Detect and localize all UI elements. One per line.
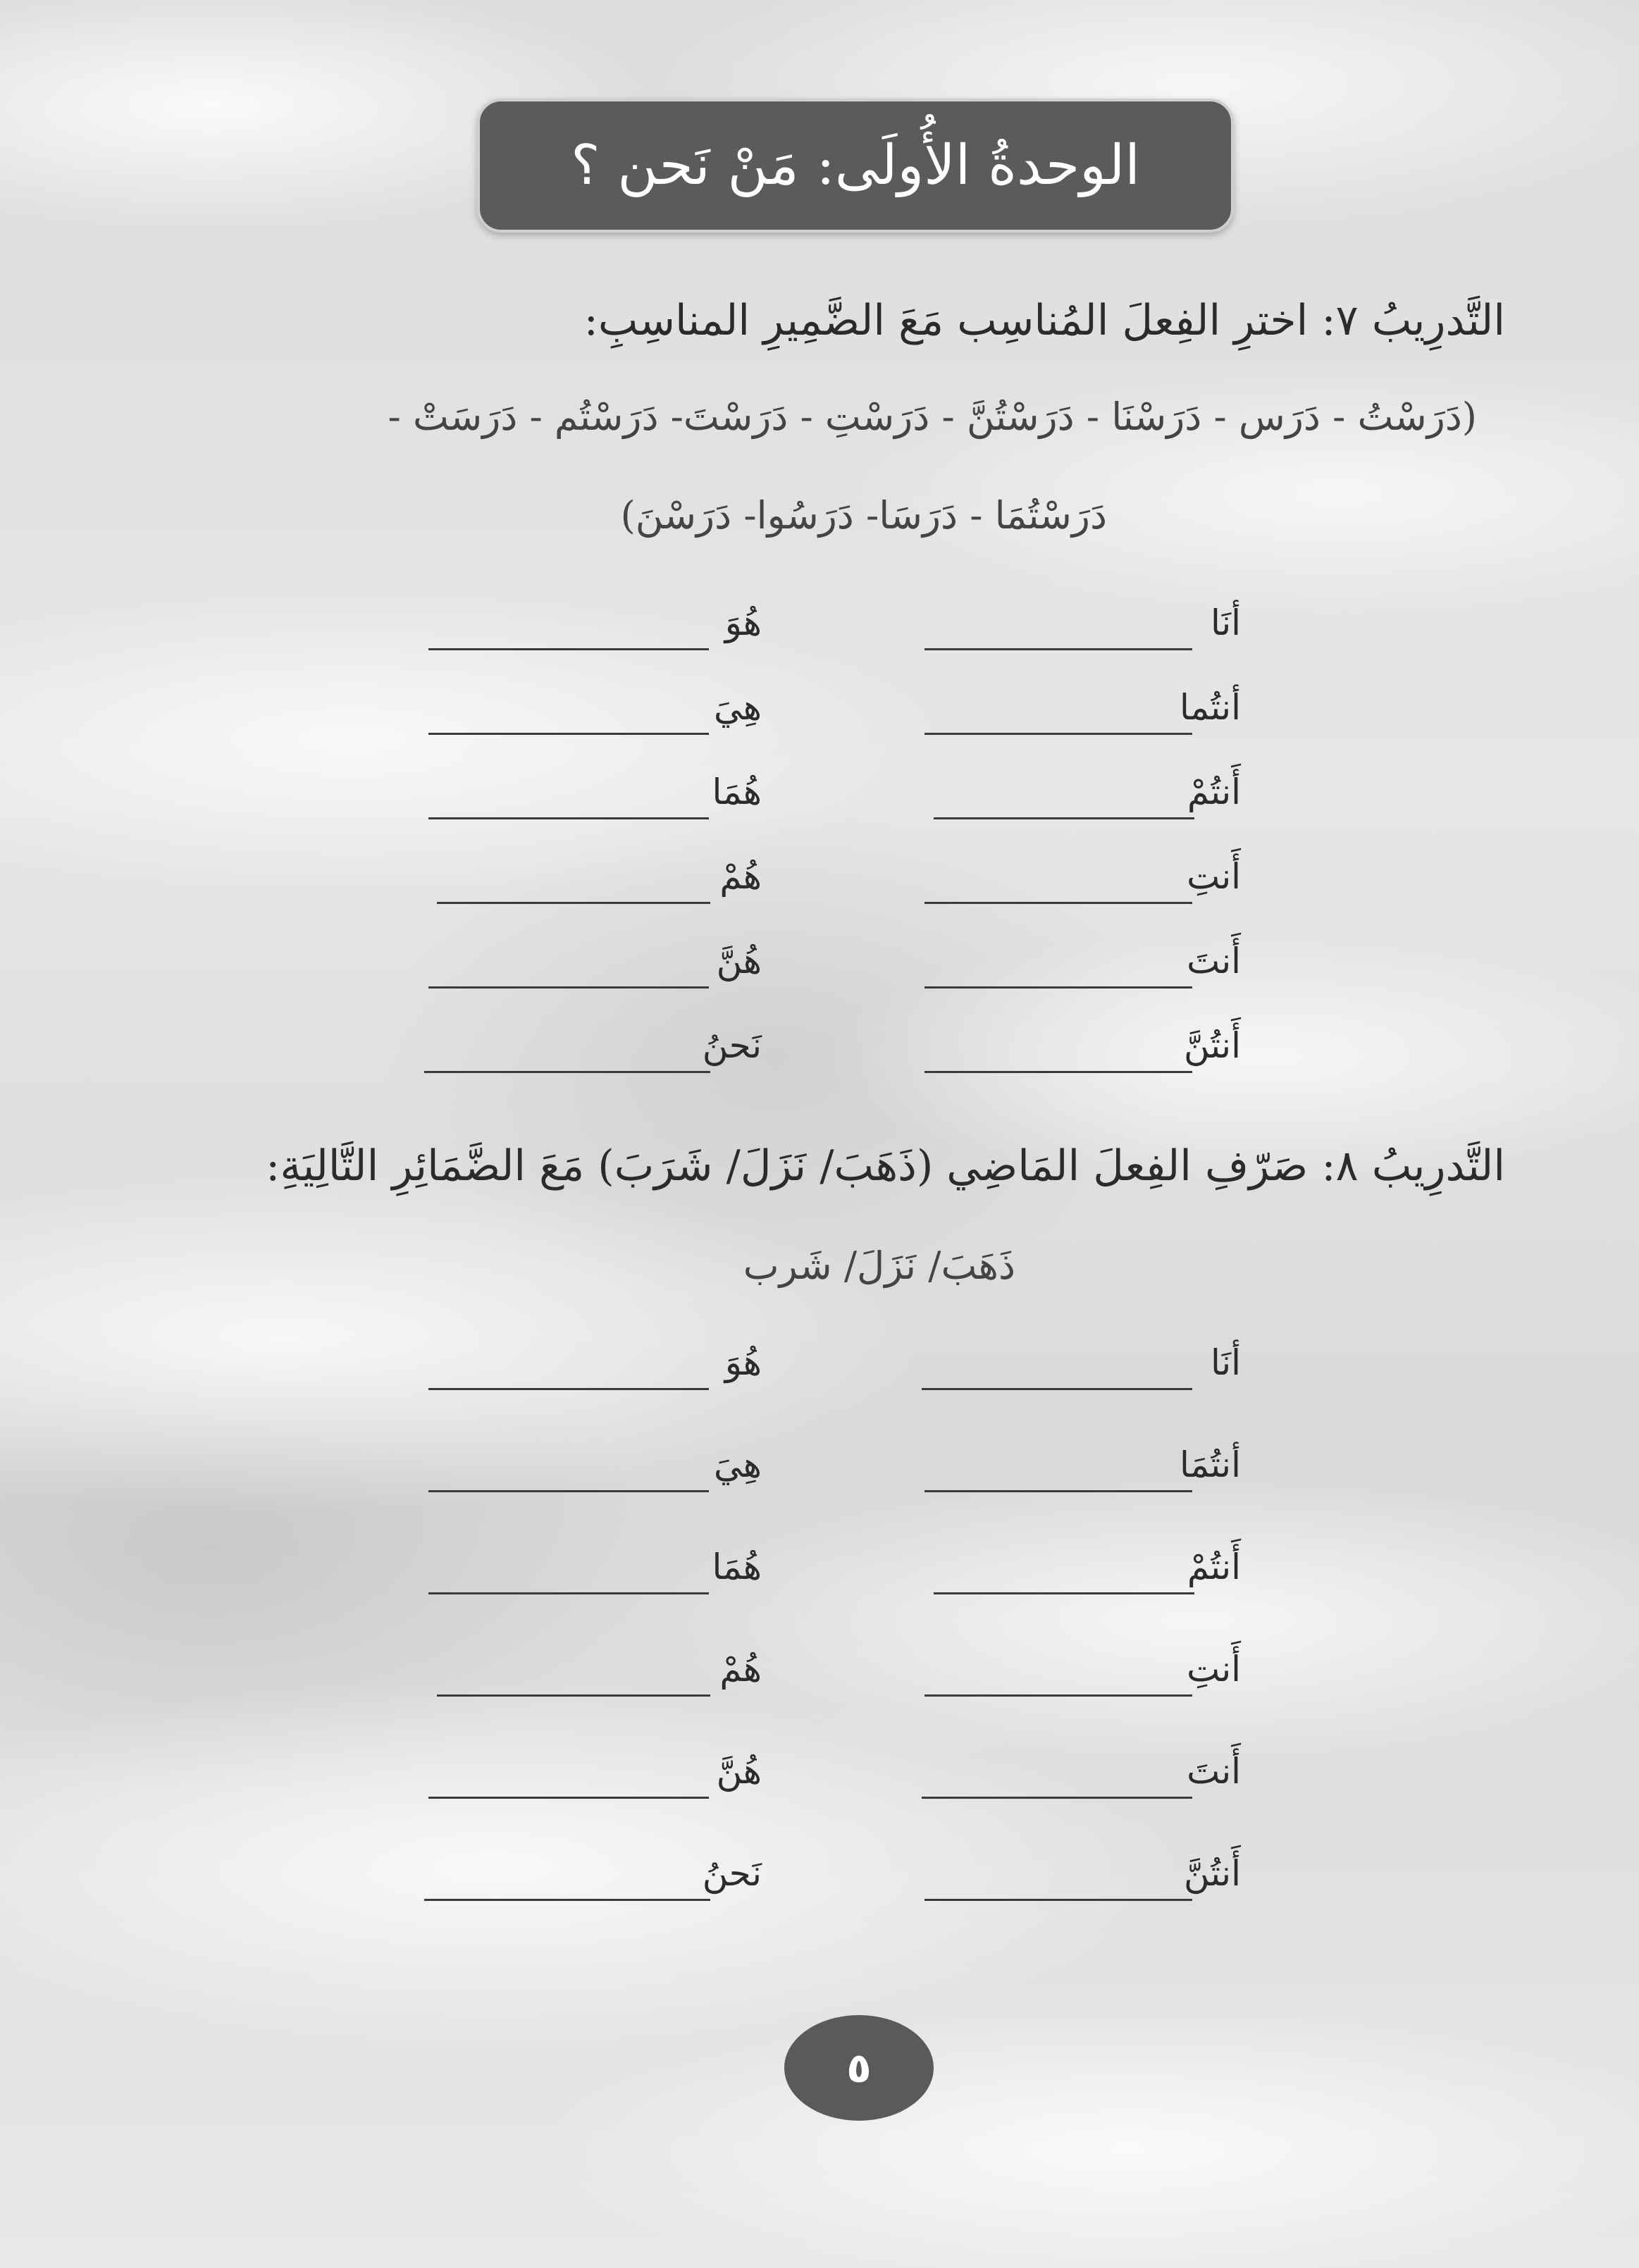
ex7-answer-blank[interactable] bbox=[924, 1071, 1192, 1073]
ex7-left-pronoun: هُمَا bbox=[712, 772, 762, 812]
ex7-right-pronoun: أَنتُنَّ bbox=[1184, 1025, 1241, 1066]
ex7-answer-blank[interactable] bbox=[924, 902, 1192, 904]
ex7-answer-blank[interactable] bbox=[428, 648, 709, 650]
ex8-left-pronoun: هُمْ bbox=[719, 1649, 762, 1690]
ex8-right-pronoun: أَنتِ bbox=[1187, 1649, 1241, 1690]
ex8-answer-blank[interactable] bbox=[924, 1694, 1192, 1697]
ex7-left-pronoun: نَحنُ bbox=[702, 1025, 762, 1066]
ex8-answer-blank[interactable] bbox=[924, 1899, 1192, 1901]
ex7-answer-blank[interactable] bbox=[924, 648, 1192, 650]
exercise-7-heading: التَّدرِيبُ ٧: اخترِ الفِعلَ المُناسِب مَعَ الضَّمِيرِ المناسِبِ: bbox=[583, 296, 1505, 345]
ex7-right-pronoun: أنتُما bbox=[1179, 687, 1241, 728]
ex8-answer-blank[interactable] bbox=[428, 1490, 709, 1492]
unit-title: الوحدةُ الأُولَى: مَنْ نَحن ؟ bbox=[571, 134, 1140, 197]
ex7-answer-blank[interactable] bbox=[424, 1071, 710, 1073]
ex8-left-pronoun: هِيَ bbox=[713, 1444, 762, 1485]
ex8-answer-blank[interactable] bbox=[924, 1490, 1192, 1492]
page-number: ٥ bbox=[846, 2044, 872, 2092]
ex8-left-pronoun: هُمَا bbox=[712, 1547, 762, 1587]
ex7-left-pronoun: هُمْ bbox=[719, 856, 762, 897]
ex8-answer-blank[interactable] bbox=[428, 1592, 709, 1594]
ex8-answer-blank[interactable] bbox=[934, 1592, 1194, 1594]
ex7-left-pronoun: هِيَ bbox=[713, 687, 762, 728]
ex7-right-pronoun: أَنتَ bbox=[1187, 941, 1241, 981]
exercise-7-word-bank-line-1: (دَرَسْتُ - دَرَس - دَرَسْنَا - دَرَسْتُنَّ - دَرَسْتِ - دَرَسْتَ- دَرَسْتُم - دَرَسَتْ - bbox=[388, 395, 1477, 439]
exercise-7-word-bank-line-2: دَرَسْتُمَا - دَرَسَا- دَرَسُوا- دَرَسْنَ) bbox=[620, 493, 1107, 538]
ex7-right-pronoun: أنَا bbox=[1210, 602, 1241, 643]
ex8-answer-blank[interactable] bbox=[424, 1899, 710, 1901]
ex7-left-pronoun: هُوَ bbox=[724, 602, 762, 643]
ex7-answer-blank[interactable] bbox=[428, 733, 709, 735]
ex8-right-pronoun: أَنتَ bbox=[1187, 1751, 1241, 1792]
ex8-right-pronoun: أنتُمَا bbox=[1179, 1444, 1241, 1485]
ex8-answer-blank[interactable] bbox=[428, 1797, 709, 1799]
page-number-badge bbox=[784, 2015, 934, 2121]
ex7-answer-blank[interactable] bbox=[924, 986, 1192, 989]
ex7-answer-blank[interactable] bbox=[437, 902, 710, 904]
ex7-right-pronoun: أَنتِ bbox=[1187, 856, 1241, 897]
unit-title-banner bbox=[477, 99, 1234, 233]
ex8-right-pronoun: أنَا bbox=[1210, 1342, 1241, 1383]
ex8-left-pronoun: هُوَ bbox=[724, 1342, 762, 1383]
ex7-answer-blank[interactable] bbox=[428, 986, 709, 989]
ex8-answer-blank[interactable] bbox=[922, 1388, 1192, 1390]
ex7-left-pronoun: هُنَّ bbox=[716, 941, 762, 981]
ex7-right-pronoun: أَنتُمْ bbox=[1187, 772, 1241, 812]
exercise-8-verbs: ذَهَبَ/ نَزَلَ/ شَرب bbox=[743, 1244, 1015, 1288]
ex8-right-pronoun: أَنتُنَّ bbox=[1184, 1853, 1241, 1894]
exercise-8-heading: التَّدرِيبُ ٨: صَرّفِ الفِعلَ المَاضِي (ذَهَبَ/ نَزَلَ/ شَرَبَ) مَعَ الضَّمَائِرِ التَّالِيَةِ: bbox=[266, 1141, 1505, 1191]
ex7-answer-blank[interactable] bbox=[924, 733, 1192, 735]
ex8-answer-blank[interactable] bbox=[428, 1388, 709, 1390]
ex7-answer-blank[interactable] bbox=[934, 817, 1194, 819]
ex8-answer-blank[interactable] bbox=[437, 1694, 710, 1697]
ex8-left-pronoun: نَحنُ bbox=[702, 1853, 762, 1894]
ex8-left-pronoun: هُنَّ bbox=[716, 1751, 762, 1792]
ex8-answer-blank[interactable] bbox=[922, 1797, 1192, 1799]
ex7-answer-blank[interactable] bbox=[428, 817, 709, 819]
ex8-right-pronoun: أَنتُمْ bbox=[1187, 1547, 1241, 1587]
